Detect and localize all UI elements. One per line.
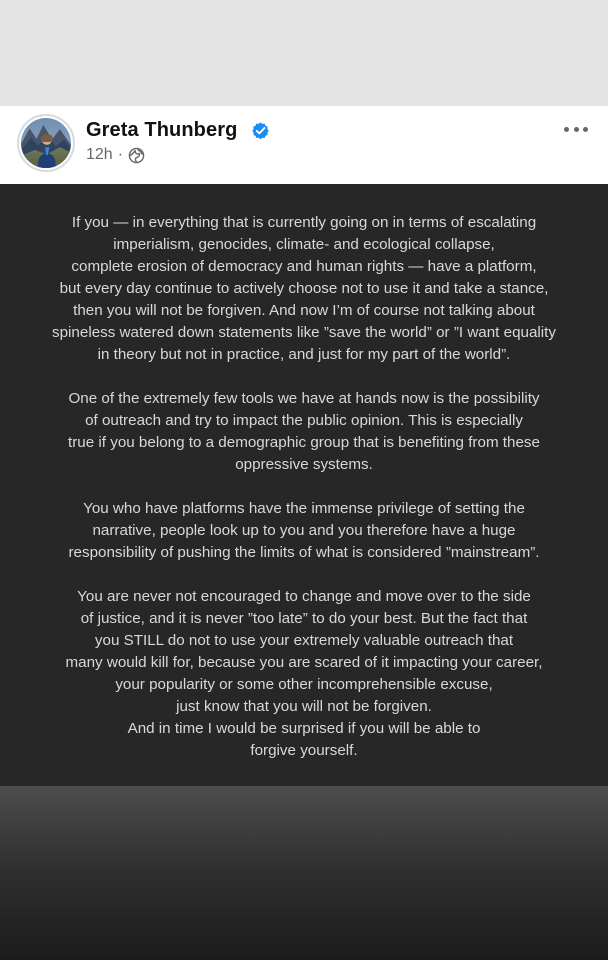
post-header [0, 106, 608, 184]
paragraph-gap [0, 476, 608, 498]
post-text-line: You who have platforms have the immense privilege of setting the [83, 500, 525, 517]
author-name[interactable]: Greta Thunberg [86, 119, 238, 141]
post-text-line: And in time I would be surprised if you will be able to [127, 720, 481, 737]
bottom-dark-area [0, 786, 608, 960]
post-text-line: complete erosion of democracy and human rights — have a platform, [71, 258, 537, 275]
post-text-line: imperialism, genocides, climate- and ecological collapse, [113, 236, 495, 253]
post-text-line: You are never not encouraged to change and move over to the side [77, 588, 531, 605]
profile-avatar[interactable] [17, 114, 75, 172]
post-text-line: of outreach and try to impact the public opinion. This is especially [85, 412, 523, 429]
meta-separator: · [117, 146, 124, 163]
paragraph-gap [0, 564, 608, 586]
more-options-button[interactable] [564, 124, 588, 134]
post-text-line: many would kill for, because you are scared of it impacting your career, [65, 654, 543, 671]
post-text-line: but every day continue to actively choose not to use it and take a stance, [59, 280, 549, 297]
post-text [0, 212, 608, 762]
post-text-line: If you — in everything that is currently going on in terms of escalating [71, 214, 537, 231]
globe-icon[interactable] [128, 147, 145, 164]
top-gray-area [0, 0, 608, 106]
post-text-line: One of the extremely few tools we have at hands now is the possibility [68, 390, 540, 407]
more-dot-icon [574, 127, 579, 132]
paragraph-gap [0, 366, 608, 388]
post-text-line: in theory but not in practice, and just for my part of the world”. [97, 346, 511, 363]
post-text-line: just know that you will not be forgiven. [176, 698, 432, 715]
verified-badge-icon [251, 121, 270, 140]
post-text-line: responsibility of pushing the limits of what is considered ”mainstream”. [68, 544, 540, 561]
more-dot-icon [583, 127, 588, 132]
post-text-line: you STILL do not to use your extremely valuable outreach that [94, 632, 514, 649]
post-text-line: then you will not be forgiven. And now I’m of course not talking about [73, 302, 535, 319]
post-text-line: narrative, people look up to you and you therefore have a huge [92, 522, 516, 539]
post-time[interactable]: 12h [86, 146, 113, 163]
post-text-line: true if you belong to a demographic group that is benefiting from these [68, 434, 540, 451]
post-text-line: your popularity or some other incomprehensible excuse, [115, 676, 493, 693]
more-dot-icon [564, 127, 569, 132]
post-meta [86, 146, 145, 164]
post-text-line: forgive yourself. [250, 742, 358, 759]
post-content-card [0, 184, 608, 786]
avatar-image [21, 118, 71, 168]
post-text-line: spineless watered down statements like ”save the world” or ”I want equality [52, 324, 556, 341]
post-text-line: of justice, and it is never ”too late” to do your best. But the fact that [80, 610, 528, 627]
post-text-line: oppressive systems. [235, 456, 373, 473]
